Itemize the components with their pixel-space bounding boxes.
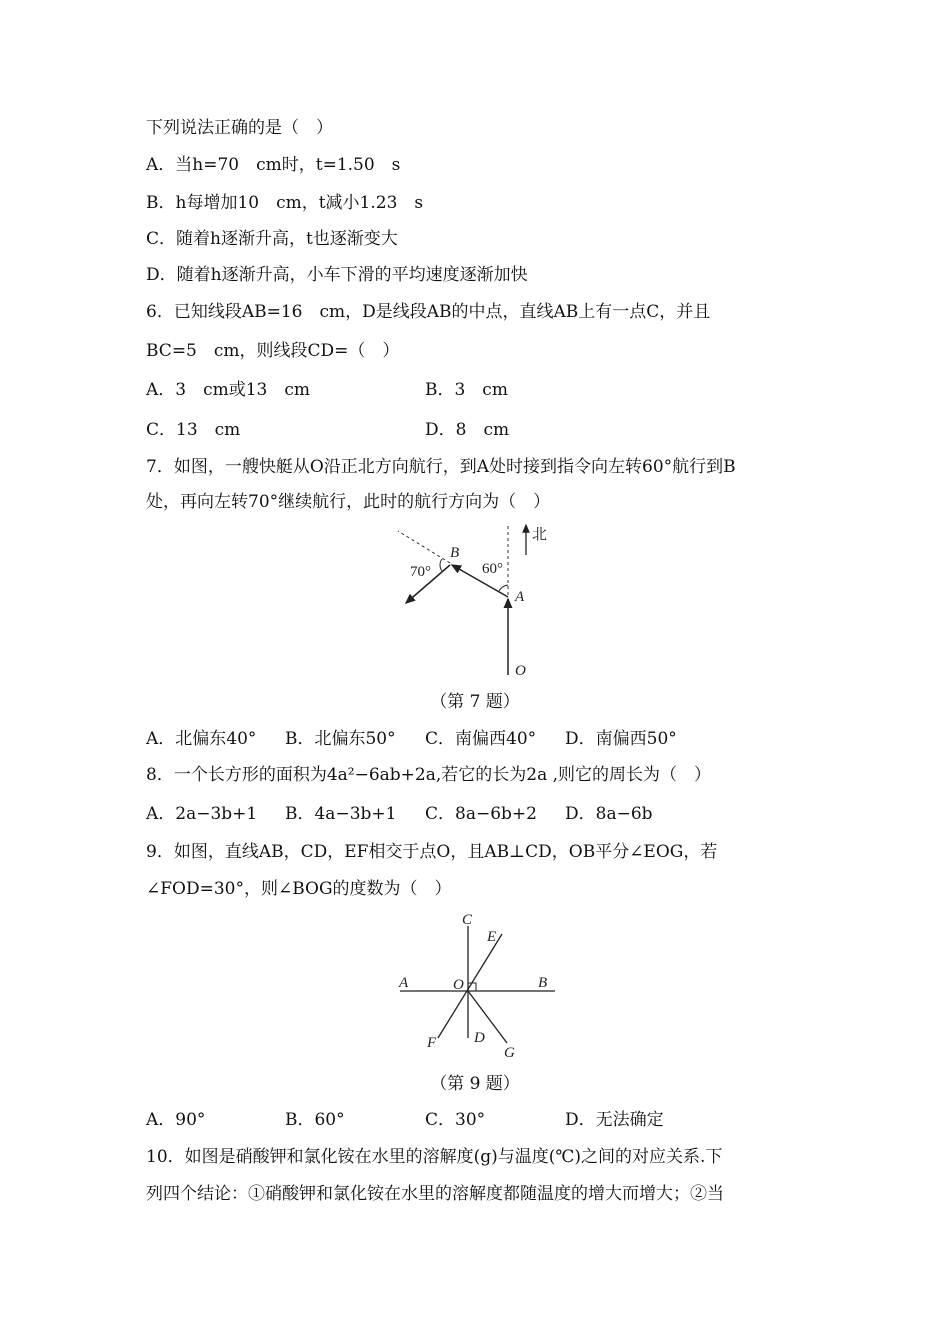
angle-arc-70 [440, 559, 442, 571]
point-label-f: F [427, 1035, 437, 1051]
point-label-e: E [487, 929, 497, 945]
q5-option-a: A．当h=70 cm时，t=1.50 s [146, 155, 401, 175]
q7-stem-line1: 7．如图，一艘快艇从O沿正北方向航行，到A处时接到指令向左转60°航行到B [146, 457, 736, 477]
q6-option-b: B．3 cm [425, 380, 508, 400]
q5-option-d: D．随着h逐渐升高，小车下滑的平均速度逐渐加快 [146, 265, 528, 285]
point-label-c: C [462, 912, 473, 928]
q6-option-c: C．13 cm [146, 420, 241, 440]
q5-stem: 下列说法正确的是（ ） [146, 118, 333, 138]
q9-caption: （第 9 题） [430, 1074, 520, 1094]
angle-label-70: 70° [410, 564, 431, 580]
q10-stem-line1: 10．如图是硝酸钾和氯化铵在水里的溶解度(g)与温度(℃)之间的对应关系.下 [146, 1147, 723, 1167]
q7-option-d: D．南偏西50° [565, 729, 677, 749]
q9-stem-line1: 9．如图，直线AB，CD，EF相交于点O，且AB⊥CD，OB平分∠EOG，若 [146, 842, 718, 862]
q6-stem-line1: 6．已知线段AB=16 cm，D是线段AB的中点，直线AB上有一点C，并且 [146, 302, 711, 322]
point-label-a: A [399, 975, 409, 991]
q9-option-d: D．无法确定 [565, 1110, 664, 1130]
point-label-g: G [504, 1045, 515, 1061]
q8-stem: 8．一个长方形的面积为4a²−6ab+2a,若它的长为2a ,则它的周长为（ ） [146, 765, 712, 785]
point-label-b: B [450, 545, 460, 561]
q7-caption: （第 7 题） [430, 692, 520, 712]
q8-option-b: B．4a−3b+1 [285, 804, 397, 824]
q7-option-b: B．北偏东50° [285, 729, 396, 749]
q5-option-c: C．随着h逐渐升高，t也逐渐变大 [146, 229, 398, 249]
north-label: 北 [532, 527, 548, 543]
q6-option-a: A．3 cm或13 cm [146, 380, 311, 400]
angle-arc-60 [499, 585, 508, 591]
q7-option-a: A．北偏东40° [146, 729, 257, 749]
point-label-a: A [515, 589, 525, 605]
line-ef [438, 934, 502, 1038]
q9-option-c: C．30° [425, 1110, 486, 1130]
angle-label-60: 60° [482, 561, 503, 577]
point-label-d: D [474, 1030, 485, 1046]
q8-option-a: A．2a−3b+1 [146, 804, 258, 824]
point-label-o: O [515, 663, 526, 679]
q6-option-d: D．8 cm [425, 420, 510, 440]
q9-figure [390, 908, 570, 1068]
q7-figure [390, 515, 570, 685]
q9-stem-line2: ∠FOD=30°，则∠BOG的度数为（ ） [146, 879, 452, 899]
point-label-b: B [538, 975, 548, 991]
extension-dashed-line [398, 531, 450, 563]
q9-option-b: B．60° [285, 1110, 345, 1130]
q5-option-b: B．h每增加10 cm，t减小1.23 s [146, 193, 424, 213]
q7-stem-line2: 处，再向左转70°继续航行，此时的航行方向为（ ） [146, 492, 551, 512]
q6-stem-line2: BC=5 cm，则线段CD=（ ） [146, 341, 400, 361]
q8-option-d: D．8a−6b [565, 804, 653, 824]
q10-stem-line2: 列四个结论：①硝酸钾和氯化铵在水里的溶解度都随温度的增大而增大；②当 [146, 1184, 724, 1204]
q8-option-c: C．8a−6b+2 [425, 804, 537, 824]
q9-option-a: A．90° [146, 1110, 206, 1130]
q7-option-c: C．南偏西40° [425, 729, 537, 749]
point-label-o: O [453, 977, 464, 993]
